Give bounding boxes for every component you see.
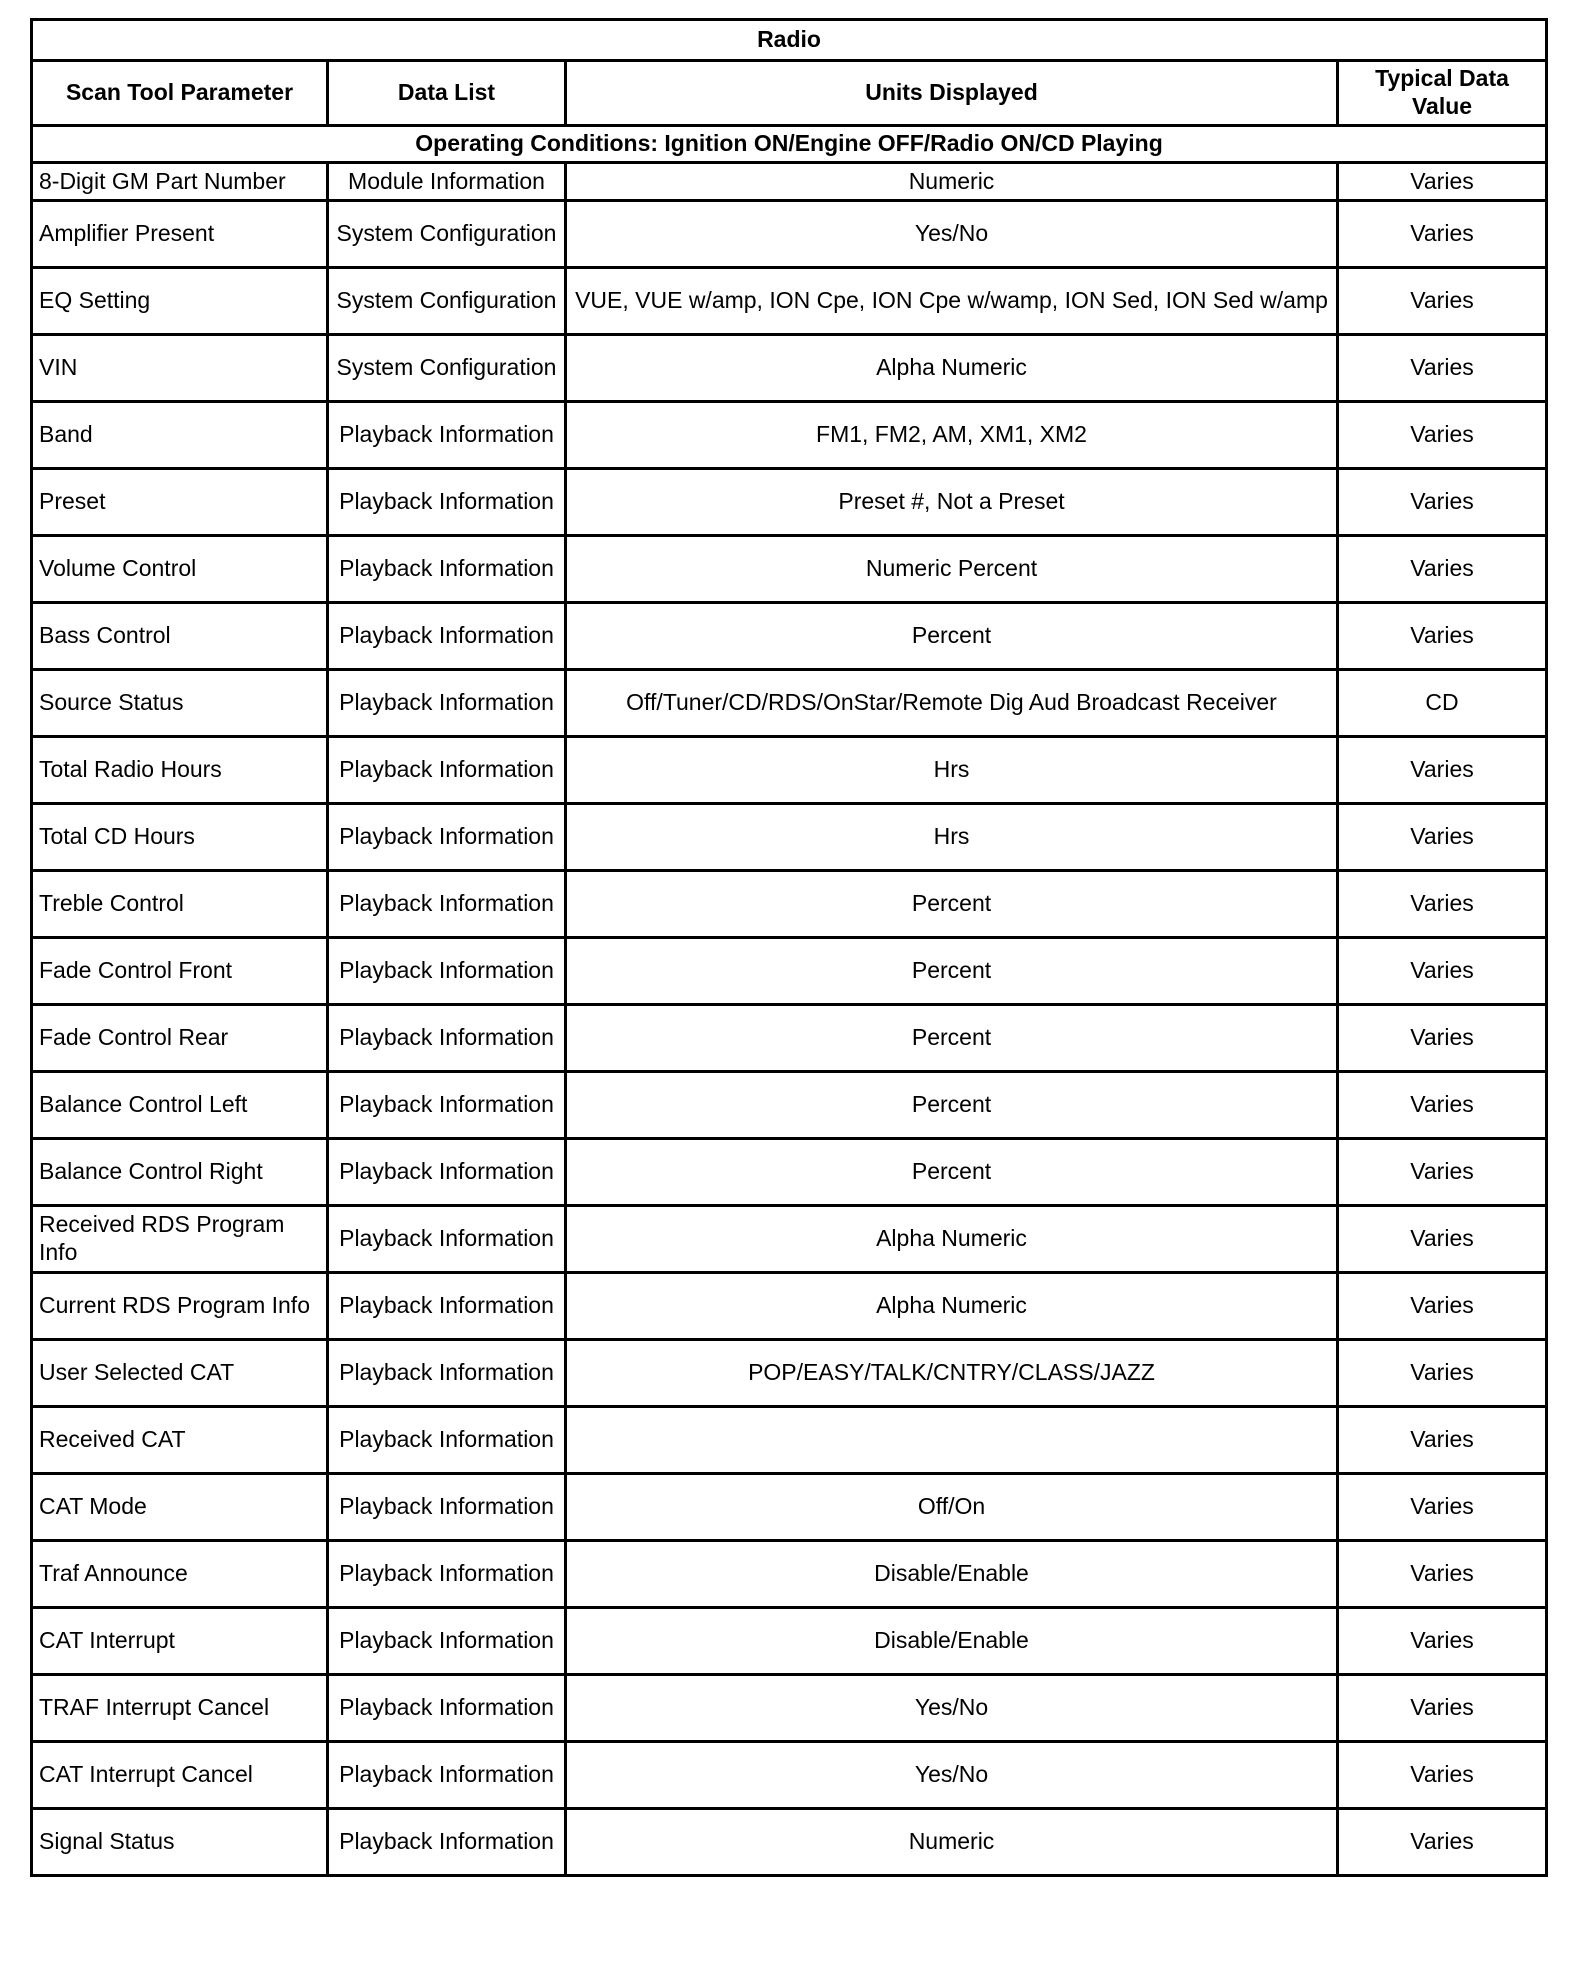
data-list-cell: System Configuration (328, 335, 566, 402)
data-list-cell: System Configuration (328, 268, 566, 335)
units-cell (566, 1407, 1338, 1474)
units-cell: Yes/No (566, 1675, 1338, 1742)
data-list-cell: Playback Information (328, 804, 566, 871)
units-cell: Percent (566, 1072, 1338, 1139)
units-cell: Numeric Percent (566, 536, 1338, 603)
typical-value-cell: Varies (1338, 1005, 1547, 1072)
parameter-cell: Source Status (32, 670, 328, 737)
parameter-cell: CAT Mode (32, 1474, 328, 1541)
parameter-cell: Preset (32, 469, 328, 536)
data-list-cell: Playback Information (328, 1273, 566, 1340)
data-list-cell: Playback Information (328, 670, 566, 737)
units-cell: Off/On (566, 1474, 1338, 1541)
table-row (32, 201, 1547, 268)
table-row (32, 1608, 1547, 1675)
table-row (32, 1541, 1547, 1608)
table-row (32, 268, 1547, 335)
data-list-cell: Playback Information (328, 1206, 566, 1273)
parameter-cell: Treble Control (32, 871, 328, 938)
typical-value-cell: Varies (1338, 402, 1547, 469)
units-cell: POP/EASY/TALK/CNTRY/CLASS/JAZZ (566, 1340, 1338, 1407)
table-row (32, 402, 1547, 469)
typical-value-cell: Varies (1338, 1407, 1547, 1474)
parameter-cell: Traf Announce (32, 1541, 328, 1608)
data-list-cell: Playback Information (328, 1608, 566, 1675)
parameter-cell: User Selected CAT (32, 1340, 328, 1407)
units-cell: Preset #, Not a Preset (566, 469, 1338, 536)
typical-value-cell: Varies (1338, 1541, 1547, 1608)
data-list-cell: Playback Information (328, 1541, 566, 1608)
data-list-cell: Playback Information (328, 536, 566, 603)
typical-value-cell: Varies (1338, 163, 1547, 201)
data-list-cell: Playback Information (328, 402, 566, 469)
operating-conditions: Operating Conditions: Ignition ON/Engine OFF/Radio ON/CD Playing (32, 126, 1547, 163)
data-list-cell: System Configuration (328, 201, 566, 268)
table-row (32, 1809, 1547, 1876)
table-row (32, 938, 1547, 1005)
header-units-displayed: Units Displayed (566, 61, 1338, 126)
data-list-cell: Playback Information (328, 1072, 566, 1139)
table-row (32, 1742, 1547, 1809)
units-cell: Hrs (566, 737, 1338, 804)
typical-value-cell: Varies (1338, 536, 1547, 603)
typical-value-cell: Varies (1338, 1675, 1547, 1742)
table-row (32, 603, 1547, 670)
table-row (32, 469, 1547, 536)
table-row (32, 1206, 1547, 1273)
typical-value-cell: Varies (1338, 737, 1547, 804)
typical-value-cell: Varies (1338, 1206, 1547, 1273)
units-cell: Hrs (566, 804, 1338, 871)
typical-value-cell: Varies (1338, 1742, 1547, 1809)
parameter-cell: Amplifier Present (32, 201, 328, 268)
data-list-cell: Playback Information (328, 1474, 566, 1541)
parameter-cell: Signal Status (32, 1809, 328, 1876)
typical-value-cell: Varies (1338, 1273, 1547, 1340)
data-list-cell: Playback Information (328, 938, 566, 1005)
header-scan-tool-parameter: Scan Tool Parameter (32, 61, 328, 126)
data-list-cell: Playback Information (328, 603, 566, 670)
typical-value-cell: Varies (1338, 1072, 1547, 1139)
header-data-list: Data List (328, 61, 566, 126)
parameter-cell: Band (32, 402, 328, 469)
data-list-cell: Playback Information (328, 737, 566, 804)
typical-value-cell: Varies (1338, 1139, 1547, 1206)
parameter-cell: EQ Setting (32, 268, 328, 335)
units-cell: Disable/Enable (566, 1541, 1338, 1608)
units-cell: Percent (566, 871, 1338, 938)
units-cell: Percent (566, 1139, 1338, 1206)
parameter-cell: Fade Control Front (32, 938, 328, 1005)
table-row (32, 804, 1547, 871)
table-row (32, 163, 1547, 201)
table-row (32, 1273, 1547, 1340)
data-list-cell: Module Information (328, 163, 566, 201)
typical-value-cell: Varies (1338, 938, 1547, 1005)
data-list-cell: Playback Information (328, 1809, 566, 1876)
radio-data-table (30, 18, 1548, 1877)
table-row (32, 737, 1547, 804)
header-typical-data-value: Typical Data Value (1338, 61, 1547, 126)
parameter-cell: Received RDS Program Info (32, 1206, 328, 1273)
typical-value-cell: Varies (1338, 871, 1547, 938)
typical-value-cell: Varies (1338, 268, 1547, 335)
data-list-cell: Playback Information (328, 1407, 566, 1474)
typical-value-cell: Varies (1338, 1809, 1547, 1876)
typical-value-cell: Varies (1338, 335, 1547, 402)
parameter-cell: 8-Digit GM Part Number (32, 163, 328, 201)
parameter-cell: Total CD Hours (32, 804, 328, 871)
parameter-cell: Fade Control Rear (32, 1005, 328, 1072)
parameter-cell: Current RDS Program Info (32, 1273, 328, 1340)
units-cell: FM1, FM2, AM, XM1, XM2 (566, 402, 1338, 469)
parameter-cell: Bass Control (32, 603, 328, 670)
units-cell: Percent (566, 603, 1338, 670)
table-row (32, 670, 1547, 737)
units-cell: Numeric (566, 1809, 1338, 1876)
units-cell: Percent (566, 1005, 1338, 1072)
table-row (32, 335, 1547, 402)
typical-value-cell: Varies (1338, 1608, 1547, 1675)
data-list-cell: Playback Information (328, 1742, 566, 1809)
typical-value-cell: Varies (1338, 1474, 1547, 1541)
data-list-cell: Playback Information (328, 871, 566, 938)
table-row (32, 1474, 1547, 1541)
table-body (32, 163, 1547, 1876)
parameter-cell: Balance Control Right (32, 1139, 328, 1206)
typical-value-cell: Varies (1338, 804, 1547, 871)
parameter-cell: CAT Interrupt Cancel (32, 1742, 328, 1809)
header-row (32, 61, 1547, 126)
typical-value-cell: CD (1338, 670, 1547, 737)
typical-value-cell: Varies (1338, 603, 1547, 670)
data-list-cell: Playback Information (328, 1005, 566, 1072)
table-title: Radio (32, 20, 1547, 61)
parameter-cell: Volume Control (32, 536, 328, 603)
units-cell: VUE, VUE w/amp, ION Cpe, ION Cpe w/wamp, ION Sed, ION Sed w/amp (566, 268, 1338, 335)
typical-value-cell: Varies (1338, 201, 1547, 268)
units-cell: Yes/No (566, 1742, 1338, 1809)
table-row (32, 1072, 1547, 1139)
parameter-cell: Received CAT (32, 1407, 328, 1474)
typical-value-cell: Varies (1338, 469, 1547, 536)
table-row (32, 1675, 1547, 1742)
parameter-cell: Balance Control Left (32, 1072, 328, 1139)
units-cell: Off/Tuner/CD/RDS/OnStar/Remote Dig Aud Broadcast Receiver (566, 670, 1338, 737)
units-cell: Disable/Enable (566, 1608, 1338, 1675)
data-list-cell: Playback Information (328, 1340, 566, 1407)
parameter-cell: Total Radio Hours (32, 737, 328, 804)
table-row (32, 1005, 1547, 1072)
data-list-cell: Playback Information (328, 469, 566, 536)
units-cell: Alpha Numeric (566, 1206, 1338, 1273)
table-row (32, 1407, 1547, 1474)
data-list-cell: Playback Information (328, 1139, 566, 1206)
table-row (32, 536, 1547, 603)
parameter-cell: VIN (32, 335, 328, 402)
table-row (32, 1139, 1547, 1206)
units-cell: Yes/No (566, 201, 1338, 268)
units-cell: Percent (566, 938, 1338, 1005)
units-cell: Numeric (566, 163, 1338, 201)
units-cell: Alpha Numeric (566, 1273, 1338, 1340)
units-cell: Alpha Numeric (566, 335, 1338, 402)
parameter-cell: CAT Interrupt (32, 1608, 328, 1675)
table-row (32, 1340, 1547, 1407)
parameter-cell: TRAF Interrupt Cancel (32, 1675, 328, 1742)
typical-value-cell: Varies (1338, 1340, 1547, 1407)
table-row (32, 871, 1547, 938)
data-list-cell: Playback Information (328, 1675, 566, 1742)
